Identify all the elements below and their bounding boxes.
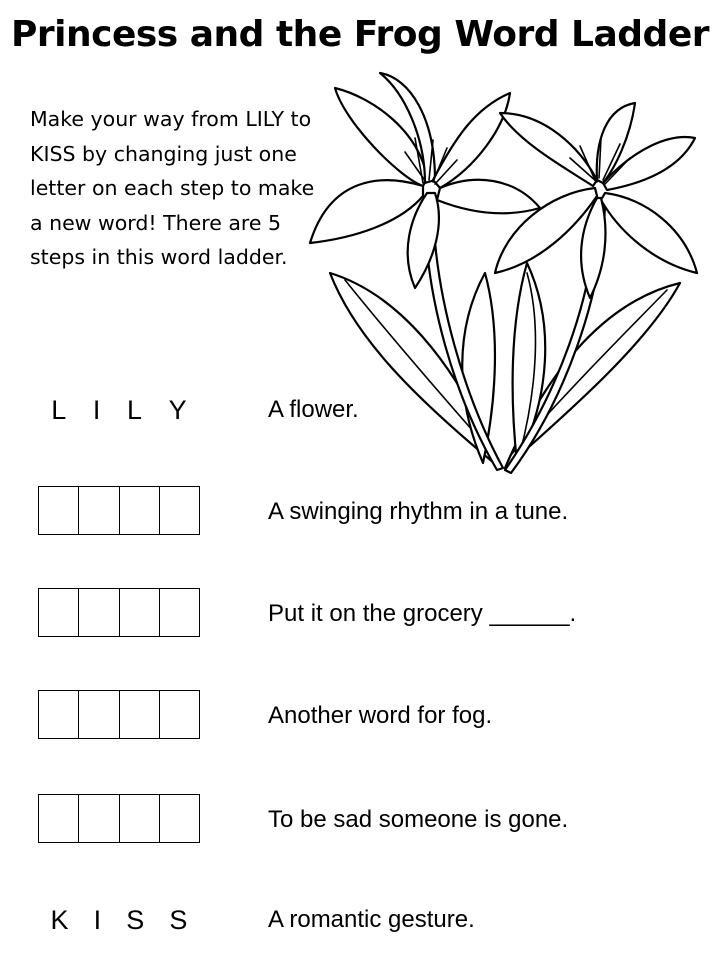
answer-boxes[interactable] bbox=[38, 690, 200, 739]
answer-boxes[interactable] bbox=[38, 486, 200, 535]
letter: I bbox=[92, 394, 101, 425]
ladder-step-row bbox=[0, 794, 720, 846]
letter-box[interactable] bbox=[120, 795, 160, 842]
start-word bbox=[38, 384, 200, 436]
clue-text: Another word for fog. bbox=[268, 702, 493, 729]
page-title: Princess and the Frog Word Ladder bbox=[11, 14, 709, 55]
letter-box[interactable] bbox=[160, 487, 199, 534]
answer-boxes[interactable] bbox=[38, 794, 200, 843]
ladder-end-row bbox=[0, 894, 720, 946]
letter: S bbox=[126, 904, 145, 935]
ladder-step-row bbox=[0, 690, 720, 742]
clue-text: To be sad someone is gone. bbox=[268, 806, 569, 833]
letter-box[interactable] bbox=[39, 589, 79, 636]
letter: L bbox=[51, 394, 67, 425]
ladder-start-row bbox=[0, 384, 720, 436]
letter-box[interactable] bbox=[39, 487, 79, 534]
letter: K bbox=[50, 904, 69, 935]
letter-box[interactable] bbox=[120, 691, 160, 738]
letter: L bbox=[127, 394, 143, 425]
instructions: Make your way from LILY to KISS by changing just one letter on each step to make a new word! There are 5 steps in this word ladder. bbox=[30, 107, 315, 269]
letter-box[interactable] bbox=[39, 795, 79, 842]
clue-text: A flower. bbox=[268, 396, 359, 423]
letter: Y bbox=[168, 394, 187, 425]
letter: S bbox=[169, 904, 188, 935]
clue-text: Put it on the grocery ______. bbox=[268, 600, 577, 627]
letter-box[interactable] bbox=[120, 589, 160, 636]
clue-text: A romantic gesture. bbox=[268, 906, 475, 933]
letter-box[interactable] bbox=[160, 589, 199, 636]
ladder-step-row bbox=[0, 588, 720, 640]
end-word bbox=[38, 894, 200, 946]
letter-box[interactable] bbox=[79, 487, 119, 534]
letter: I bbox=[93, 904, 102, 935]
letter-box[interactable] bbox=[120, 487, 160, 534]
letter-box[interactable] bbox=[79, 589, 119, 636]
clue-text: A swinging rhythm in a tune. bbox=[268, 498, 569, 525]
letter-box[interactable] bbox=[79, 795, 119, 842]
ladder-step-row bbox=[0, 486, 720, 538]
letter-box[interactable] bbox=[160, 795, 199, 842]
letter-box[interactable] bbox=[160, 691, 199, 738]
answer-boxes[interactable] bbox=[38, 588, 200, 637]
letter-box[interactable] bbox=[79, 691, 119, 738]
letter-box[interactable] bbox=[39, 691, 79, 738]
